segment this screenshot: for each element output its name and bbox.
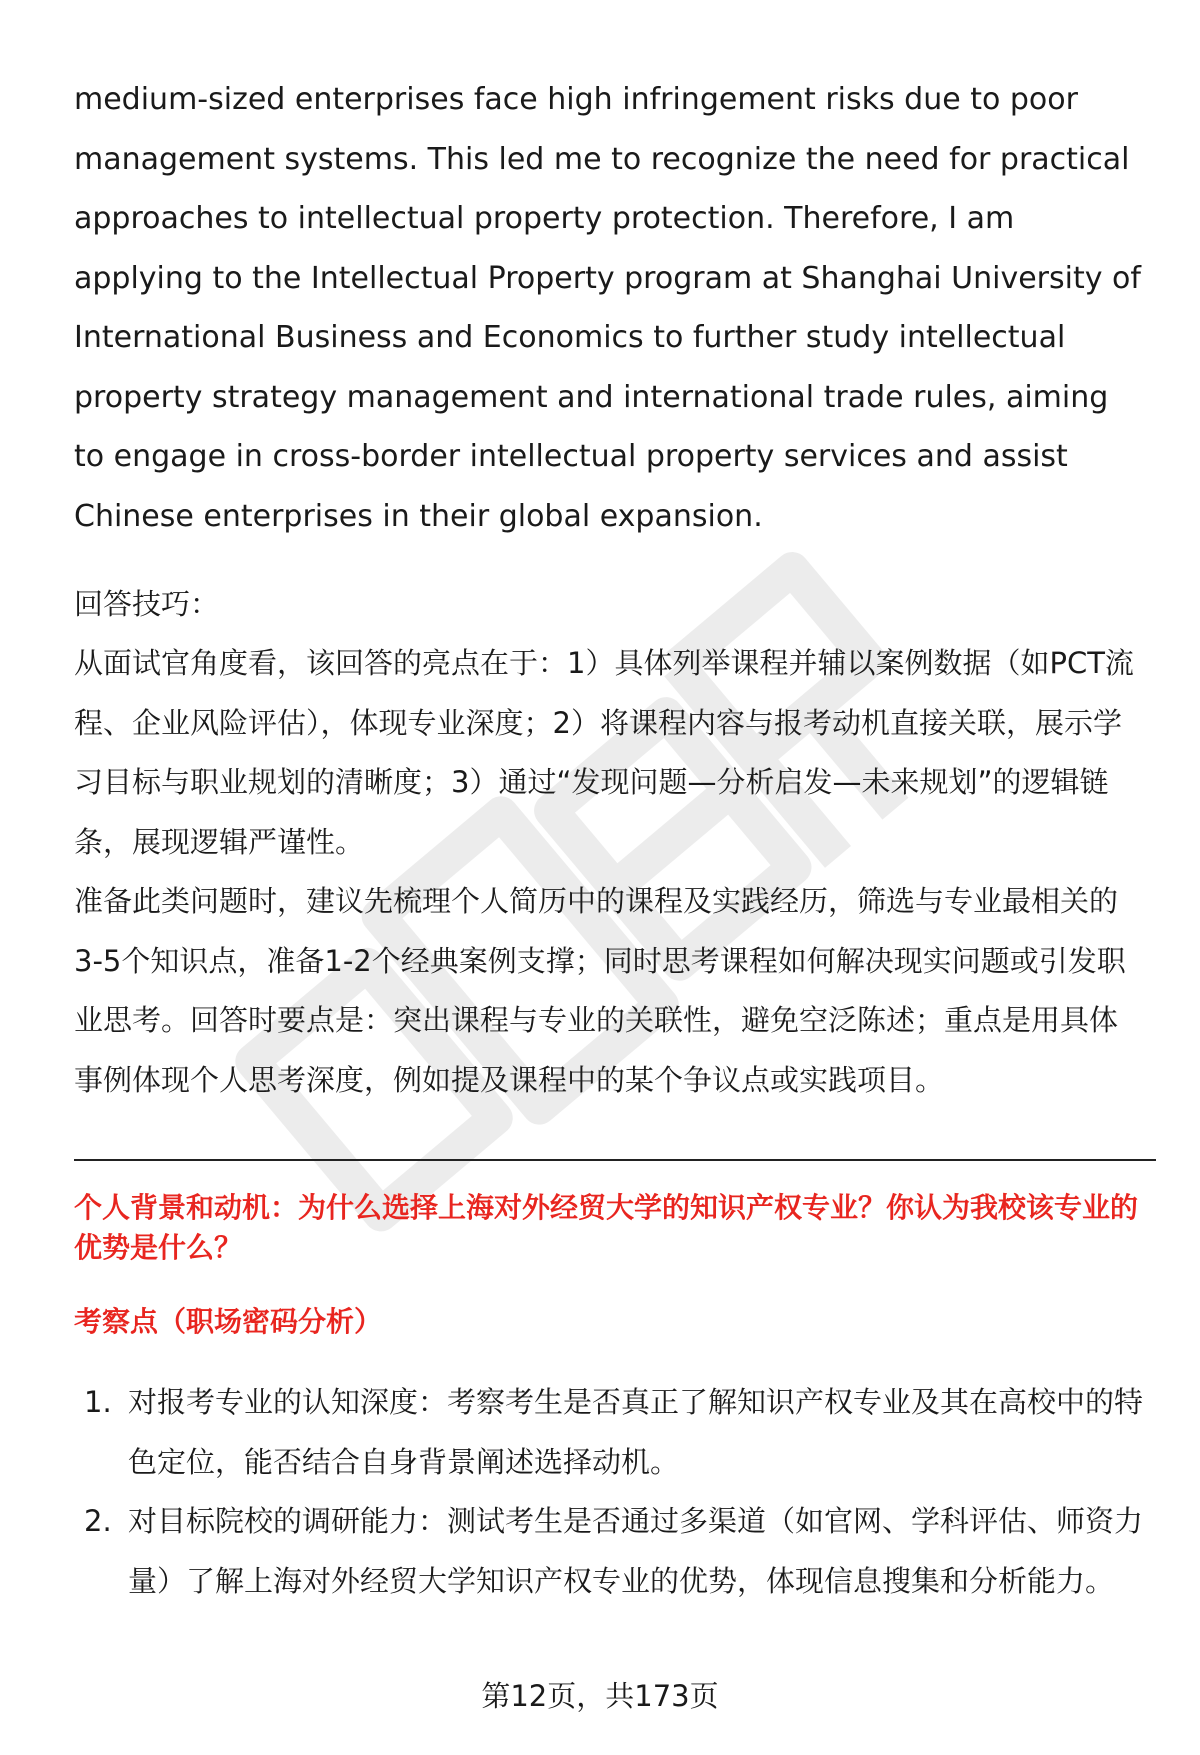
page-indicator: 第12页，共173页	[481, 1679, 719, 1713]
list-item-text: 对报考专业的认知深度：考察考生是否真正了解知识产权专业及其在高校中的特色定位，能否结合自身背景阐述选择动机。	[128, 1385, 1144, 1479]
tips-paragraph-2: 准备此类问题时，建议先梳理个人简历中的课程及实践经历，筛选与专业最相关的3-5个知识点，准备1-2个经典案例支撑；同时思考课程如何解决现实问题或引发职业思考。回答时要点是：突出课程与专业的关联性，避免空泛陈述；重点是用具体事例体现个人思考深度，例如提及课程中的某个争议点或实践项目。	[74, 884, 1126, 1097]
question-heading: 个人背景和动机：为什么选择上海对外经贸大学的知识产权专业？你认为我校该专业的优势是什么？	[74, 1191, 1139, 1264]
section-divider	[74, 1159, 1156, 1161]
list-item	[74, 1492, 1154, 1611]
tips-paragraph-1: 从面试官角度看，该回答的亮点在于：1）具体列举课程并辅以案例数据（如PCT流程、企业风险评估），体现专业深度；2）将课程内容与报考动机直接关联，展示学习目标与职业规划的清晰度；3）通过“发现问题—分析启发—未来规划”的逻辑链条，展现逻辑严谨性。	[74, 646, 1134, 859]
list-item	[74, 1373, 1154, 1492]
focus-points-list	[74, 1373, 1154, 1611]
english-answer-paragraph: medium-sized enterprises face high infringement risks due to poor management systems. This led me to recognize the need for practical approaches to intellectual property protection. Therefore, I am applying to the Intellectual Property program at Shanghai University of International Business and Economics to further study intellectual property strategy management and international trade rules, aiming to engage in cross-border intellectual property services and assist Chinese enterprises in their global expansion.	[74, 82, 1141, 534]
list-item-number: 2.	[84, 1504, 112, 1538]
list-item-number: 1.	[84, 1385, 112, 1419]
focus-points-heading: 考察点（职场密码分析）	[74, 1305, 383, 1338]
list-item-text: 对目标院校的调研能力：测试考生是否通过多渠道（如官网、学科评估、师资力量）了解上海对外经贸大学知识产权专业的优势，体现信息搜集和分析能力。	[128, 1504, 1144, 1598]
tips-label: 回答技巧：	[74, 587, 220, 621]
